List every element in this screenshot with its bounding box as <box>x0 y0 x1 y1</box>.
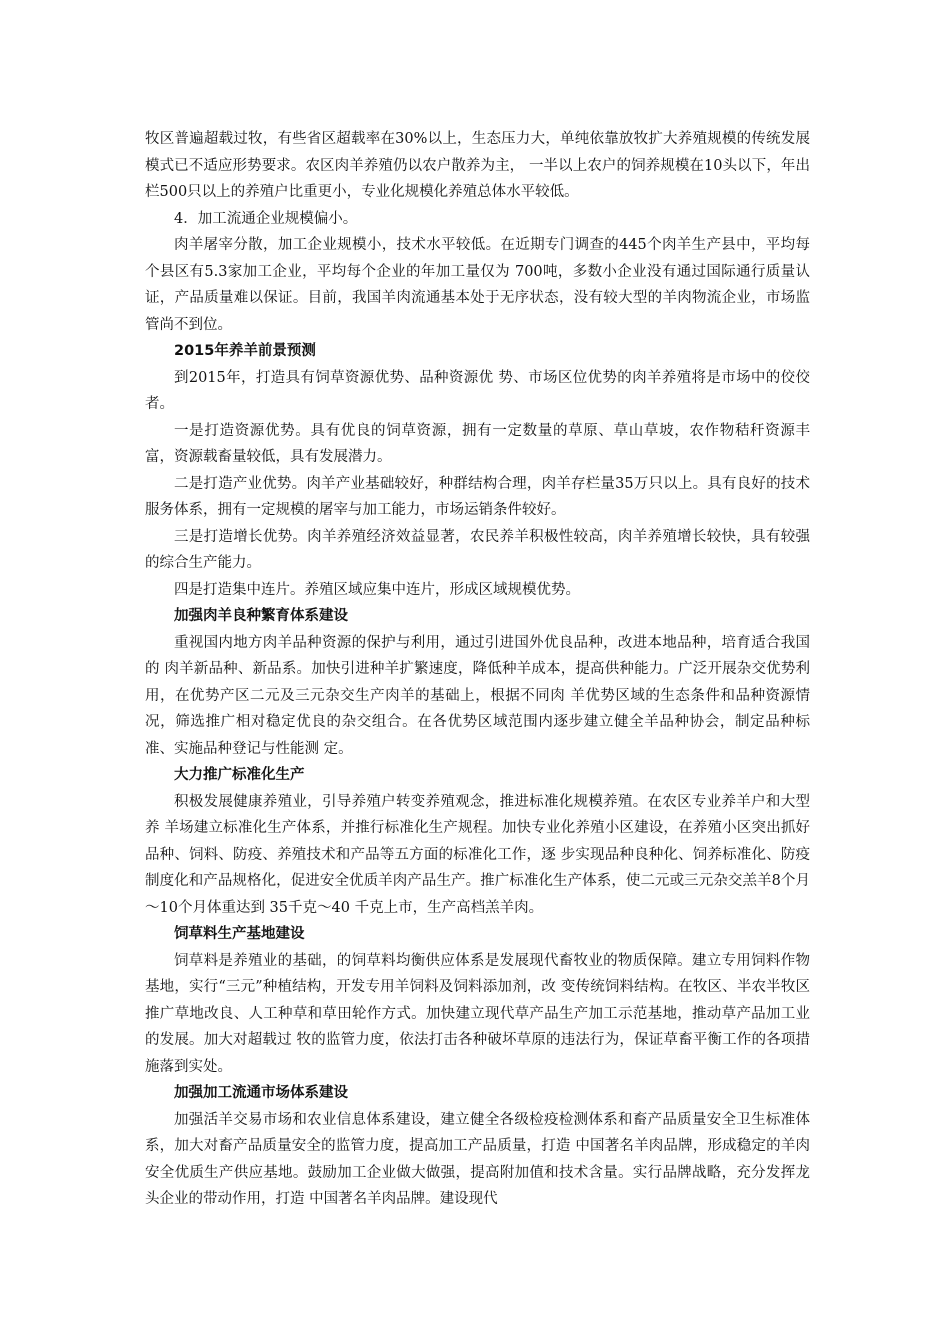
heading-standardization: 大力推广标准化生产 <box>174 767 305 783</box>
paragraph-overgrazing: 牧区普遍超载过牧，有些省区超载率在30%以上，生态压力大，单纯依靠放牧扩大养殖规模的传统发展模式已不适应形势要求。农区肉羊养殖仍以农户散养为主， 一半以上农户的饲养规模在10头以下，年出栏500只以上的养殖户比重更小，专业化规模化养殖总体水平较低。 <box>145 131 810 200</box>
heading-forage-base: 饲草料生产基地建设 <box>174 926 305 942</box>
paragraph-growth-advantage: 三是打造增长优势。肉羊养殖经济效益显著，农民养羊积极性较高，肉羊养殖增长较快，具有较强的综合生产能力。 <box>145 528 810 571</box>
paragraph-2015-intro: 到2015年，打造具有饲草资源优势、品种资源优 势、市场区位优势的肉羊养殖将是市场中的佼佼者。 <box>145 369 810 412</box>
paragraph-standardization: 积极发展健康养殖业，引导养殖户转变养殖观念，推进标准化规模养殖。在农区专业养羊户和大型养 羊场建立标准化生产体系，并推行标准化生产规程。加快专业化养殖小区建设，在养殖小区突出抓好品种、饲料、防疫、养殖技术和产品等五方面的标准化工作，逐 步实现品种良种化、饲养标准化、防疫制度化和产品规格化，促进安全优质羊肉产品生产。推广标准化生产体系，使二元或三元杂交羔羊8个月～10个月体重达到 35千克～40 千克上市，生产高档羔羊肉。 <box>145 793 810 916</box>
heading-breeding-system: 加强肉羊良种繁育体系建设 <box>174 608 348 624</box>
heading-market-system: 加强加工流通市场体系建设 <box>174 1085 348 1101</box>
document-body <box>145 126 810 1213</box>
paragraph-market: 加强活羊交易市场和农业信息体系建设，建立健全各级检疫检测体系和畜产品质量安全卫生标准体系，加大对畜产品质量安全的监管力度，提高加工产品质量，打造 中国著名羊肉品牌，形成稳定的羊肉安全优质生产供应基地。鼓励加工企业做大做强，提高附加值和技术含量。实行品牌战略，充分发挥龙头企业的带动作用，打造 中国著名羊肉品牌。建设现代 <box>145 1111 810 1207</box>
heading-2015-forecast: 2015年养羊前景预测 <box>174 343 316 359</box>
paragraph-resource-advantage: 一是打造资源优势。具有优良的饲草资源，拥有一定数量的草原、草山草坡，农作物秸秆资源丰富，资源载畜量较低，具有发展潜力。 <box>145 422 810 465</box>
paragraph-concentration: 四是打造集中连片。养殖区域应集中连片，形成区域规模优势。 <box>174 581 580 598</box>
list-item-processing-scale: 4．加工流通企业规模偏小。 <box>174 210 358 227</box>
paragraph-breeding: 重视国内地方肉羊品种资源的保护与利用，通过引进国外优良品种，改进本地品种，培育适合我国的 肉羊新品种、新品系。加快引进种羊扩繁速度，降低种羊成本，提高供种能力。广泛开展杂交优势利用，在优势产区二元及三元杂交生产肉羊的基础上，根据不同肉 羊优势区域的生态条件和品种资源情况，筛选推广相对稳定优良的杂交组合。在各优势区域范围内逐步建立健全羊品种协会，制定品种标准、实施品种登记与性能测 定。 <box>145 634 810 757</box>
paragraph-industry-advantage: 二是打造产业优势。肉羊产业基础较好，种群结构合理，肉羊存栏量35万只以上。具有良好的技术服务体系，拥有一定规模的屠宰与加工能力，市场运销条件较好。 <box>145 475 810 518</box>
paragraph-slaughter: 肉羊屠宰分散，加工企业规模小，技术水平较低。在近期专门调查的445个肉羊生产县中，平均每个县区有5.3家加工企业，平均每个企业的年加工量仅为 700吨，多数小企业没有通过国际通行质量认证，产品质量难以保证。目前，我国羊肉流通基本处于无序状态，没有较大型的羊肉物流企业，市场监管尚不到位。 <box>145 237 810 333</box>
paragraph-forage: 饲草料是养殖业的基础，的饲草料均衡供应体系是发展现代畜牧业的物质保障。建立专用饲料作物基地，实行“三元”种植结构，开发专用羊饲料及饲料添加剂，改 变传统饲料结构。在牧区、半农半牧区推广草地改良、人工种草和草田轮作方式。加快建立现代草产品生产加工示范基地，推动草产品加工业的发展。加大对超载过 牧的监管力度，依法打击各种破坏草原的违法行为，保证草畜平衡工作的各项措施落到实处。 <box>145 952 810 1075</box>
